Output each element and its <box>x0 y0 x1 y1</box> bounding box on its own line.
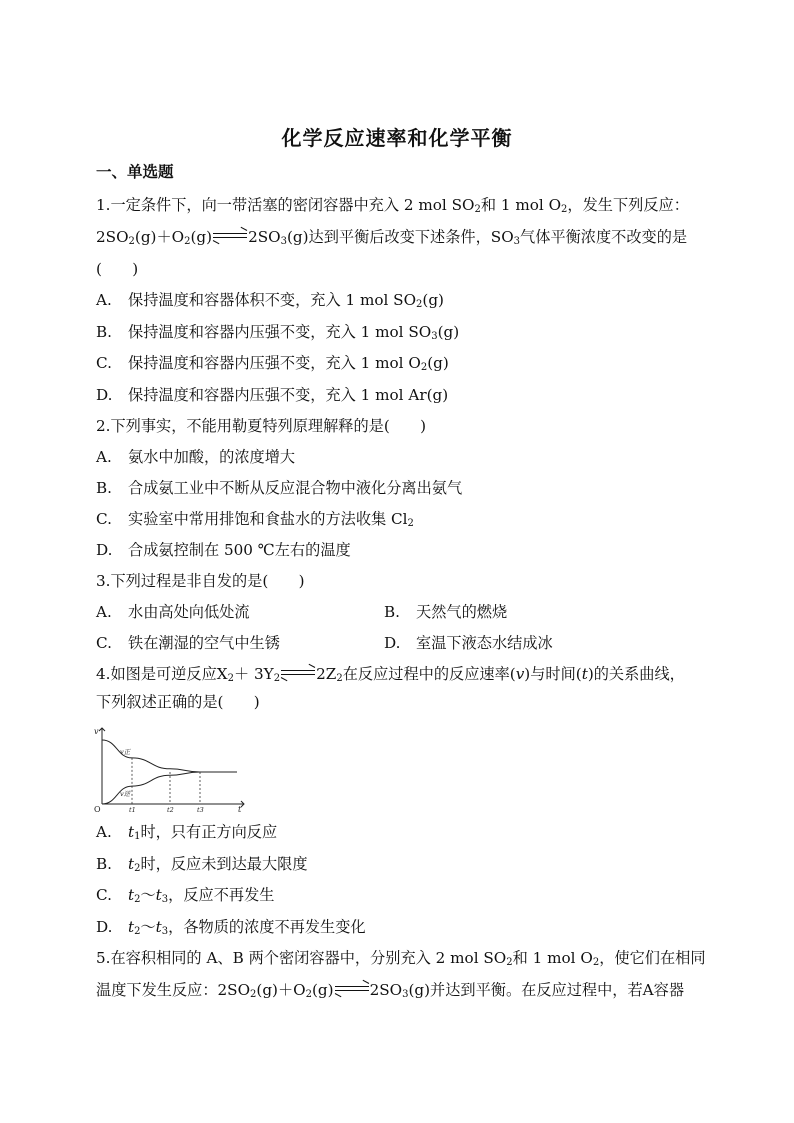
rate-time-chart <box>92 720 252 812</box>
q1-stem-line2: $2SO_2(g)+O_2(g)$ $2SO_3(g)$达到平衡后改变下述条件，$SO_3$气体平衡浓度不改变的是 <box>96 228 688 247</box>
y-axis-label: v <box>94 727 99 736</box>
q2-option-c[interactable]: C. 实验室中常用排饱和食盐水的方法收集 $Cl_2$ <box>96 510 414 529</box>
q1-option-c[interactable]: C. 保持温度和容器内压强不变，充入 1 mol $O_2(g)$ <box>96 354 449 373</box>
series-forward-rate-line <box>102 740 237 772</box>
series-reverse-rate-label: v逆 <box>120 790 131 799</box>
q4-option-b[interactable]: B. $t_2$时，反应未到达最大限度 <box>96 855 308 874</box>
q1-answer-blank: ( ) <box>96 260 139 278</box>
q4-option-c[interactable]: C. $t_2\sim t_3$，反应不再发生 <box>96 886 275 905</box>
x-axis-label: t <box>238 805 242 812</box>
q3-option-d[interactable]: D. 室温下液态水结成冰 <box>384 634 553 652</box>
q1-stem-line1: 1.一定条件下，向一带活塞的密闭容器中充入 2 mol $SO_2$和 1 mol $O_2$，发生下列反应： <box>96 196 689 215</box>
equilibrium-arrow-icon <box>281 669 315 677</box>
series-forward-rate-label: v正 <box>120 747 131 756</box>
tick-label-t2: t2 <box>167 806 174 812</box>
tick-label-t1: t1 <box>129 806 136 812</box>
section-heading: 一、单选题 <box>96 163 174 181</box>
equilibrium-arrow-icon <box>213 232 247 240</box>
q2-option-a[interactable]: A. 氨水中加酸，的浓度增大 <box>96 448 296 466</box>
q1-option-a[interactable]: A. 保持温度和容器体积不变，充入 1 mol $SO_2(g)$ <box>96 291 444 310</box>
q3-option-a[interactable]: A. 水由高处向低处流 <box>96 603 250 621</box>
origin-label: O <box>94 805 101 812</box>
q4-stem-line1: 4.如图是可逆反应$X_2+ 3Y_2$ $2Z_2$在反应过程中的反应速率(v)与时间(t)的关系曲线， <box>96 665 685 684</box>
q5-stem-line2: 温度下发生反应：$2SO_2(g)+O_2(g)$ $2SO_3(g)$并达到平衡。在反应过程中，若A容器 <box>96 981 685 1000</box>
q1-option-b[interactable]: B. 保持温度和容器内压强不变，充入 1 mol $SO_3(g)$ <box>96 323 460 342</box>
q3-stem: 3.下列过程是非自发的是( ) <box>96 572 305 590</box>
q4-option-d[interactable]: D. $t_2\sim t_3$，各物质的浓度不再发生变化 <box>96 918 366 937</box>
q5-stem-line1: 5.在容积相同的 A、B 两个密闭容器中，分别充入 2 mol $SO_2$和 1 mol $O_2$，使它们在相同 <box>96 949 706 968</box>
q4-option-a[interactable]: A. $t_1$时，只有正方向反应 <box>96 823 278 842</box>
q2-option-b[interactable]: B. 合成氨工业中不断从反应混合物中液化分离出氨气 <box>96 479 463 497</box>
equilibrium-arrow-icon <box>335 985 369 993</box>
q4-stem-line2: 下列叙述正确的是( ) <box>96 693 260 711</box>
q1-option-d[interactable]: D. 保持温度和容器内压强不变，充入 1 mol Ar(g) <box>96 386 449 404</box>
tick-label-t3: t3 <box>197 806 204 812</box>
q3-option-c[interactable]: C. 铁在潮湿的空气中生锈 <box>96 634 280 652</box>
page-title: 化学反应速率和化学平衡 <box>281 126 513 150</box>
series-reverse-rate-line <box>102 772 237 804</box>
q3-option-b[interactable]: B. 天然气的燃烧 <box>384 603 508 621</box>
q2-option-d[interactable]: D. 合成氨控制在 500 ℃左右的温度 <box>96 541 351 559</box>
q2-stem: 2.下列事实，不能用勒夏特列原理解释的是( ) <box>96 417 427 435</box>
